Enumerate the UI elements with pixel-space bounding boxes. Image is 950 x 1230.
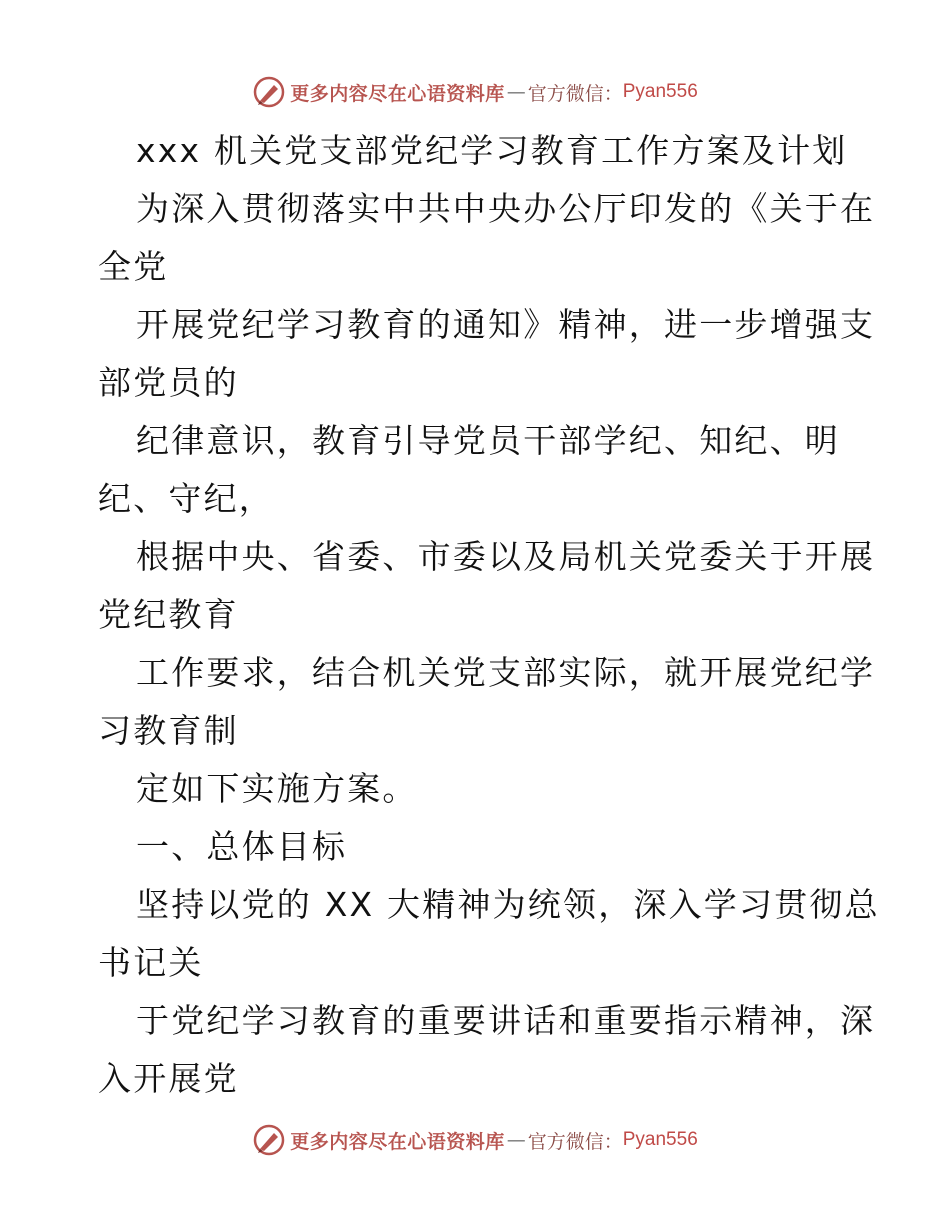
watermark-footer [0,1120,950,1160]
paragraph-line: 入开展党 [98,1059,239,1098]
paragraph-line: 全党 [98,247,169,286]
watermark-text: 更多内容尽在心语资料库 [290,82,505,105]
paragraph-line: 纪、守纪， [98,479,274,518]
paragraph-line: 纪律意识，教育引导党员干部学纪、知纪、明 [136,421,840,460]
document-title: xxx 机关党支部党纪学习教育工作方案及计划 [136,131,848,170]
paragraph-line: 于党纪学习教育的重要讲话和重要指示精神，深 [136,1001,876,1040]
watermark-separator: — [506,1129,526,1151]
paragraph-line: 习教育制 [98,711,239,750]
watermark-separator: — [506,81,526,103]
paragraph-line: 开展党纪学习教育的通知》精神，进一步增强支 [136,305,876,344]
paragraph-line: 为深入贯彻落实中共中央办公厅印发的《关于在 [136,189,876,228]
pen-logo-icon [252,1123,286,1157]
watermark-text: 更多内容尽在心语资料库 [290,1130,505,1153]
document-body [98,122,880,1108]
section-heading: 一、总体目标 [136,827,348,866]
pen-logo-icon [252,75,286,109]
paragraph-line: 书记关 [98,943,204,982]
paragraph-line: 工作要求，结合机关党支部实际，就开展党纪学 [136,653,876,692]
watermark-header [0,72,950,112]
paragraph-line: 坚持以党的 XX 大精神为统领，深入学习贯彻总 [136,885,880,924]
paragraph-line: 定如下实施方案。 [136,769,418,808]
watermark-info: 官方微信： [527,82,623,105]
watermark-info: 官方微信： [527,1130,623,1153]
paragraph-line: 根据中央、省委、市委以及局机关党委关于开展 [136,537,876,576]
paragraph-line: 党纪教育 [98,595,239,634]
watermark-id: Pyan556 [622,1129,698,1150]
paragraph-line: 部党员的 [98,363,239,402]
watermark-id: Pyan556 [622,81,698,102]
